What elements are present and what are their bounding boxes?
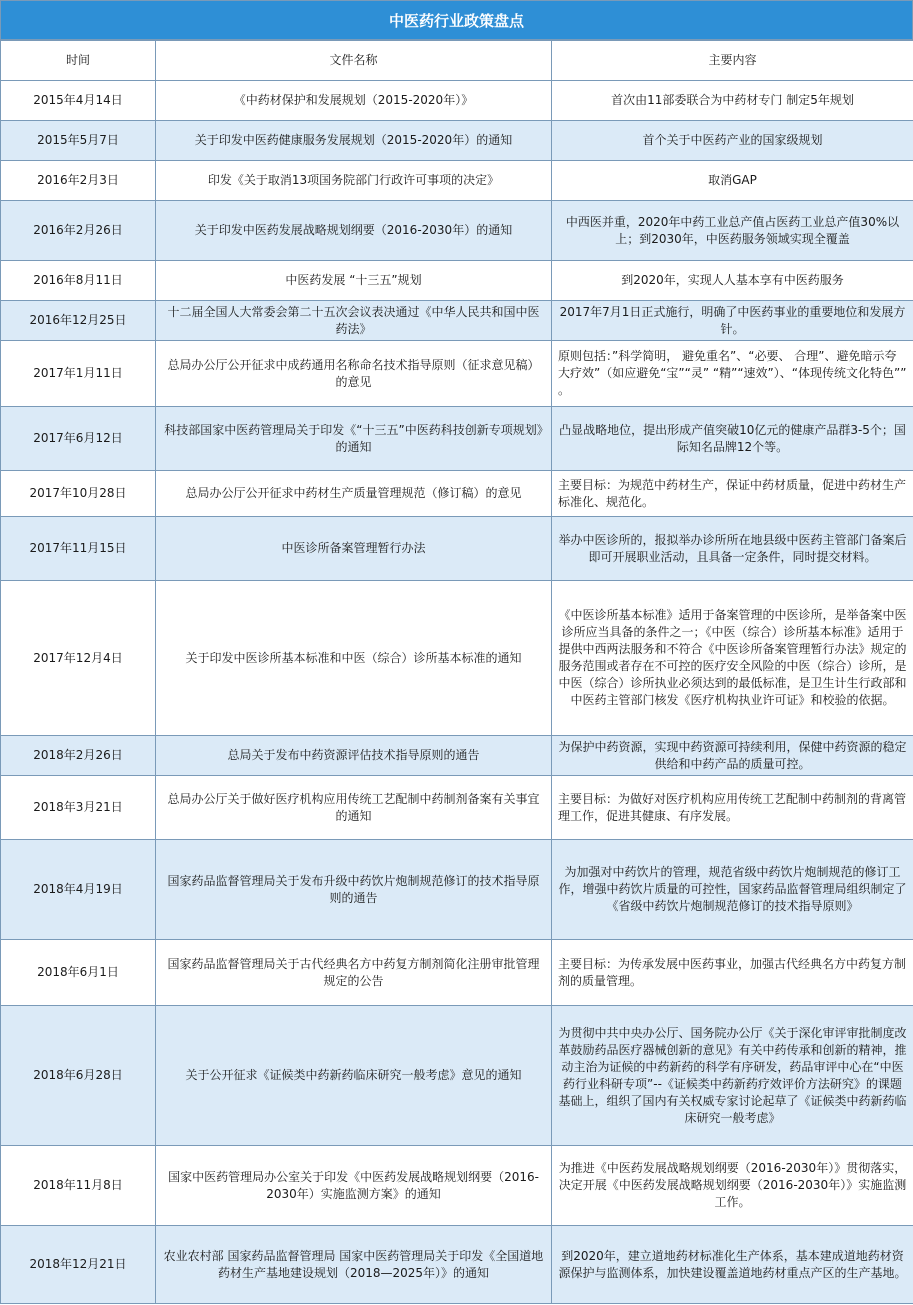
cell-date: 2018年3月21日 (1, 776, 156, 840)
cell-date: 2018年4月19日 (1, 840, 156, 940)
table-row (1, 776, 913, 840)
cell-main-content: 为加强对中药饮片的管理，规范省级中药饮片炮制规范的修订工作，增强中药饮片质量的可控性，国家药品监督管理局组织制定了《省级中药饮片炮制规范修订的技术指导原则》 (552, 840, 913, 940)
cell-main-content: 举办中医诊所的，报拟举办诊所所在地县级中医药主管部门备案后即可开展职业活动，且具备一定条件，同时提交材料。 (552, 517, 913, 581)
table-row (1, 517, 913, 581)
cell-document-name: 总局办公厅公开征求中成药通用名称命名技术指导原则（征求意见稿）的意见 (156, 341, 552, 407)
cell-main-content: 首个关于中医药产业的国家级规划 (552, 121, 913, 161)
table-row (1, 1146, 913, 1226)
cell-document-name: 总局办公厅关于做好医疗机构应用传统工艺配制中药制剂备案有关事宜的通知 (156, 776, 552, 840)
table-row (1, 121, 913, 161)
cell-main-content: 到2020年，实现人人基本享有中医药服务 (552, 261, 913, 301)
table-row (1, 471, 913, 517)
table-row (1, 736, 913, 776)
cell-document-name: 科技部国家中医药管理局关于印发《“十三五”中医药科技创新专项规划》的通知 (156, 407, 552, 471)
cell-main-content: 主要目标：为做好对医疗机构应用传统工艺配制中药制剂的背离管理工作，促进其健康、有序发展。 (552, 776, 913, 840)
cell-document-name: 中医诊所备案管理暂行办法 (156, 517, 552, 581)
cell-date: 2015年5月7日 (1, 121, 156, 161)
cell-main-content: 首次由11部委联合为中药材专门 制定5年规划 (552, 81, 913, 121)
header-row (1, 41, 913, 81)
cell-date: 2018年6月1日 (1, 940, 156, 1006)
header-content: 主要内容 (552, 41, 913, 81)
cell-date: 2018年12月21日 (1, 1226, 156, 1304)
cell-date: 2016年2月3日 (1, 161, 156, 201)
cell-main-content: 为推进《中医药发展战略规划纲要（2016-2030年）》贯彻落实，决定开展《中医药发展战略规划纲要（2016-2030年）》实施监测工作。 (552, 1146, 913, 1226)
cell-date: 2017年11月15日 (1, 517, 156, 581)
cell-document-name: 关于印发中医药发展战略规划纲要（2016-2030年）的通知 (156, 201, 552, 261)
cell-date: 2017年6月12日 (1, 407, 156, 471)
cell-document-name: 国家中医药管理局办公室关于印发《中医药发展战略规划纲要（2016-2030年）实施监测方案》的通知 (156, 1146, 552, 1226)
policy-table (0, 40, 913, 1304)
cell-main-content: 2017年7月1日正式施行，明确了中医药事业的重要地位和发展方针。 (552, 301, 913, 341)
cell-date: 2018年2月26日 (1, 736, 156, 776)
cell-document-name: 国家药品监督管理局关于发布升级中药饮片炮制规范修订的技术指导原则的通告 (156, 840, 552, 940)
cell-main-content: 取消GAP (552, 161, 913, 201)
table-row (1, 407, 913, 471)
table-row (1, 261, 913, 301)
cell-document-name: 关于印发中医诊所基本标准和中医（综合）诊所基本标准的通知 (156, 581, 552, 736)
cell-document-name: 国家药品监督管理局关于古代经典名方中药复方制剂简化注册审批管理规定的公告 (156, 940, 552, 1006)
table-row (1, 201, 913, 261)
cell-main-content: 《中医诊所基本标准》适用于备案管理的中医诊所，是举备案中医诊所应当具备的条件之一；《中医（综合）诊所基本标准》适用于提供中西两法服务和不符合《中医诊所备案管理暂行办法》规定的服务范围或者存在不可控的医疗安全风险的中医（综合）诊所，是中医（综合）诊所执业必须达到的最低标准，是卫生计生行政部和中医药主管部门核发《医疗机构执业许可证》和校验的依据。 (552, 581, 913, 736)
cell-main-content: 凸显战略地位，提出形成产值突破10亿元的健康产品群3-5个；国际知名品牌12个等。 (552, 407, 913, 471)
cell-date: 2018年6月28日 (1, 1006, 156, 1146)
cell-document-name: 《中药材保护和发展规划（2015-2020年）》 (156, 81, 552, 121)
cell-date: 2016年2月26日 (1, 201, 156, 261)
table-row (1, 840, 913, 940)
cell-main-content: 为贯彻中共中央办公厅、国务院办公厅《关于深化审评审批制度改革鼓励药品医疗器械创新的意见》有关中药传承和创新的精神，推动主治为证候的中药新药的科学有序研发，药品审评中心在“中医药行业科研专项”--《证候类中药新药疗效评价方法研究》的课题基础上，组织了国内有关权威专家讨论起草了《证候类中药新药临床研究一般考虑》 (552, 1006, 913, 1146)
cell-document-name: 印发《关于取消13项国务院部门行政许可事项的决定》 (156, 161, 552, 201)
table-row (1, 81, 913, 121)
cell-date: 2017年10月28日 (1, 471, 156, 517)
table-row (1, 161, 913, 201)
cell-document-name: 中医药发展 “十三五”规划 (156, 261, 552, 301)
table-row (1, 940, 913, 1006)
table-row (1, 301, 913, 341)
cell-document-name: 关于印发中医药健康服务发展规划（2015-2020年）的通知 (156, 121, 552, 161)
cell-document-name: 关于公开征求《证候类中药新药临床研究一般考虑》意见的通知 (156, 1006, 552, 1146)
cell-main-content: 主要目标：为传承发展中医药事业，加强古代经典名方中药复方制剂的质量管理。 (552, 940, 913, 1006)
header-time: 时间 (1, 41, 156, 81)
cell-document-name: 总局办公厅公开征求中药材生产质量管理规范（修订稿）的意见 (156, 471, 552, 517)
cell-date: 2016年12月25日 (1, 301, 156, 341)
cell-document-name: 十二届全国人大常委会第二十五次会议表决通过《中华人民共和国中医药法》 (156, 301, 552, 341)
table-title: 中医药行业政策盘点 (0, 0, 913, 40)
cell-date: 2015年4月14日 (1, 81, 156, 121)
cell-main-content: 到2020年，建立道地药材标准化生产体系，基本建成道地药材资源保护与监测体系，加快建设覆盖道地药材重点产区的生产基地。 (552, 1226, 913, 1304)
table-row (1, 1006, 913, 1146)
cell-date: 2017年1月11日 (1, 341, 156, 407)
cell-document-name: 农业农村部 国家药品监督管理局 国家中医药管理局关于印发《全国道地药材生产基地建设规划（2018—2025年）》的通知 (156, 1226, 552, 1304)
cell-main-content: 原则包括：”科学简明， 避免重名”、“必要、 合理”、避免暗示夸大疗效”（如应避免“宝”“灵” “精”“速效”）、“体现传统文化特色”” 。 (552, 341, 913, 407)
cell-document-name: 总局关于发布中药资源评估技术指导原则的通告 (156, 736, 552, 776)
table-row (1, 581, 913, 736)
cell-main-content: 主要目标：为规范中药材生产，保证中药材质量，促进中药材生产标准化、规范化。 (552, 471, 913, 517)
table-row (1, 341, 913, 407)
table-row (1, 1226, 913, 1304)
cell-main-content: 为保护中药资源，实现中药资源可持续利用，保健中药资源的稳定供给和中药产品的质量可控。 (552, 736, 913, 776)
cell-date: 2016年8月11日 (1, 261, 156, 301)
cell-date: 2017年12月4日 (1, 581, 156, 736)
header-name: 文件名称 (156, 41, 552, 81)
cell-date: 2018年11月8日 (1, 1146, 156, 1226)
cell-main-content: 中西医并重，2020年中药工业总产值占医药工业总产值30%以上；到2030年，中医药服务领域实现全覆盖 (552, 201, 913, 261)
